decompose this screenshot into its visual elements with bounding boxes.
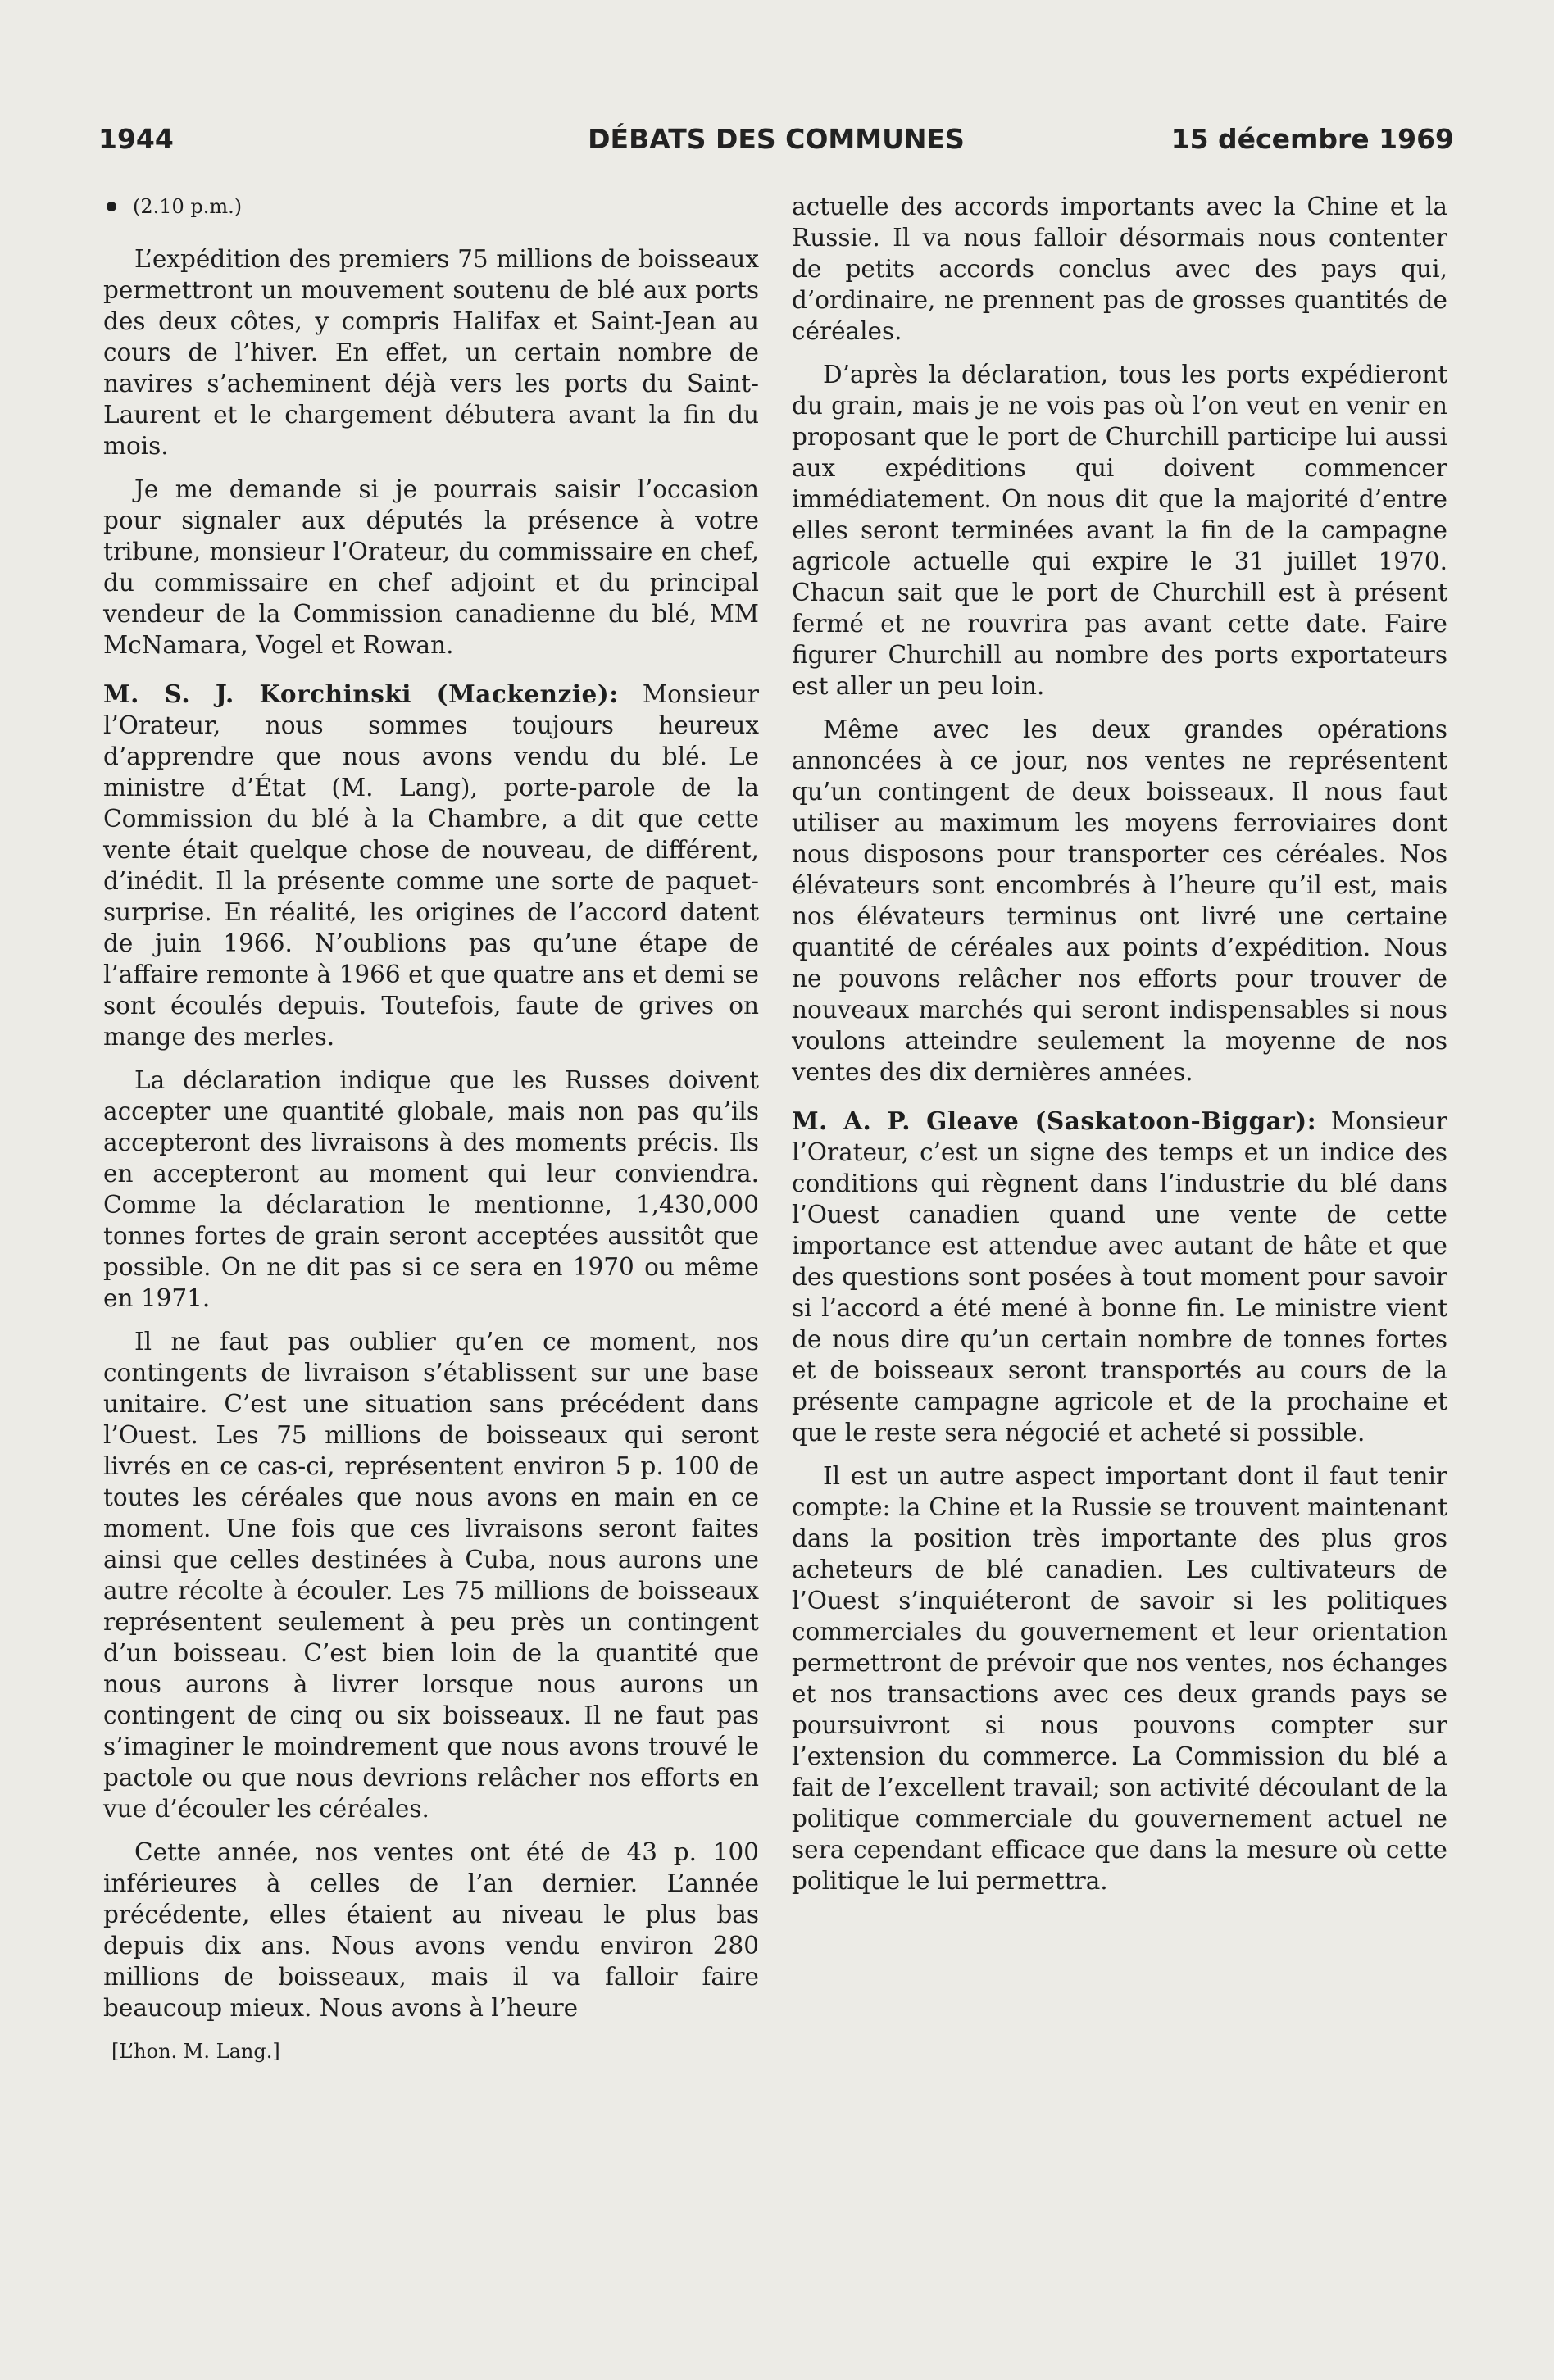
page-header xyxy=(98,123,1454,164)
speech-text: Monsieur l’Orateur, nous sommes toujours heureux d’apprendre que nous avons vendu du blé. Le ministre d’État (M. Lang), porte-parole de la Commission du blé à la Chambre, a dit que cette vente était quelque chose de nouveau, de différent, d’inédit. Il la présente comme une sorte de paquet-surprise. En réalité, les origines de l’accord datent de juin 1966. N’oublions pas qu’une étape de l’affaire remonte à 1966 et que quatre ans et demi se sont écoulés depuis. Toutefois, faute de grives on mange des merles. xyxy=(103,680,759,1051)
publication-title: DÉBATS DES COMMUNES xyxy=(588,123,965,155)
speech-paragraph xyxy=(792,1106,1447,1448)
attribution-note: [L’hon. M. Lang.] xyxy=(111,2040,280,2063)
paragraph: Cette année, nos ventes ont été de 43 p. 100 inférieures à celles de l’an dernier. L’année précédente, elles étaient au niveau le plus bas depuis dix ans. Nous avons vendu environ 280 millions de boisseaux, mais il va falloir faire beaucoup mieux. Nous avons à l’heure xyxy=(103,1838,759,2022)
paragraph: Je me demande si je pourrais saisir l’occasion pour signaler aux députés la présence à votre tribune, monsieur l’Orateur, du commissaire en chef, du commissaire en chef adjoint et du principal vendeur de la Commission canadienne du blé, MM McNamara, Vogel et Rowan. xyxy=(103,475,759,659)
paragraph: Il ne faut pas oublier qu’en ce moment, nos contingents de livraison s’établissent sur une base unitaire. C’est une situation sans précédent dans l’Ouest. Les 75 millions de boisseaux qui seront livrés en ce cas-ci, représentent environ 5 p. 100 de toutes les céréales que nous avons en main en ce moment. Une fois que ces livraisons seront faites ainsi que celles destinées à Cuba, nous aurons une autre récolte à écouler. Les 75 millions de boisseaux représentent seulement à peu près un contingent d’un boisseau. C’est bien loin de la quantité que nous aurons à livrer lorsque nous aurons un contingent de cinq ou six boisseaux. Il ne faut pas s’imaginer le moindrement que nous avons trouvé le pactole ou que nous devrions relâcher nos efforts en vue d’écouler les céréales. xyxy=(103,1328,759,1823)
header-date: 15 décembre 1969 xyxy=(1170,123,1454,155)
speech-text: Monsieur l’Orateur, c’est un signe des temps et un indice des conditions qui règnent dans l’industrie du blé dans l’Ouest canadien quand une vente de cette importance est attendue avec autant de hâte et que des questions sont posées à tout moment pour savoir si l’accord a été mené à bonne fin. Le ministre vient de nous dire qu’un certain nombre de tonnes fortes et de boisseaux seront transportés au cours de la présente campagne agricole et de la prochaine et que le reste sera négocié et acheté si possible. xyxy=(792,1107,1447,1447)
timestamp-line xyxy=(103,191,759,222)
paragraph-continued: actuelle des accords importants avec la Chine et la Russie. Il va nous falloir désormais nous contenter de petits accords conclus avec des pays qui, d’ordinaire, ne prennent pas de grosses quantités de céréales. xyxy=(792,193,1447,345)
paragraph: La déclaration indique que les Russes doivent accepter une quantité globale, mais non pas qu’ils accepteront des livraisons à des moments précis. Ils en accepteront au moment qui leur conviendra. Comme la déclaration le mentionne, 1,430,000 tonnes fortes de grain seront acceptées aussitôt que possible. On ne dit pas si ce sera en 1970 ou même en 1971. xyxy=(103,1066,759,1312)
bullet-icon xyxy=(107,202,116,211)
speaker-name: M. A. P. Gleave (Saskatoon-Biggar): xyxy=(792,1106,1317,1135)
right-column xyxy=(792,191,1447,1909)
paragraph: L’expédition des premiers 75 millions de boisseaux permettront un mouvement soutenu de blé aux ports des deux côtes, y compris Halifax et Saint-Jean au cours de l’hiver. En effet, un certain nombre de navires s’acheminent déjà vers les ports du Saint-Laurent et le chargement débutera avant la fin du mois. xyxy=(103,245,759,460)
timestamp: (2.10 p.m.) xyxy=(133,195,243,218)
paragraph: Même avec les deux grandes opérations annoncées à ce jour, nos ventes ne représentent qu’un contingent de deux boisseaux. Il nous faut utiliser au maximum les moyens ferroviaires dont nous disposons pour transporter ces céréales. Nos élévateurs sont encombrés à l’heure qu’il est, mais nos élévateurs terminus ont livré une certaine quantité de céréales aux points d’expédition. Nous ne pouvons relâcher nos efforts pour trouver de nouveaux marchés qui seront indispensables si nous voulons atteindre seulement la moyenne de nos ventes des dix dernières années. xyxy=(792,715,1447,1086)
paragraph: D’après la déclaration, tous les ports expédieront du grain, mais je ne vois pas où l’on veut en venir en proposant que le port de Churchill participe lui aussi aux expéditions qui doivent commencer immédiatement. On nous dit que la majorité d’entre elles seront terminées avant la fin de la campagne agricole actuelle qui expire le 31 juillet 1970. Chacun sait que le port de Churchill est à présent fermé et ne rouvrira pas avant cette date. Faire figurer Churchill au nombre des ports exportateurs est aller un peu loin. xyxy=(792,361,1447,700)
speaker-name: M. S. J. Korchinski (Mackenzie): xyxy=(103,679,619,708)
speech-paragraph xyxy=(103,679,759,1052)
paragraph: Il est un autre aspect important dont il faut tenir compte: la Chine et la Russie se trouvent maintenant dans la position très importante des plus gros acheteurs de blé canadien. Les cultivateurs de l’Ouest s’inquiéteront de savoir si les politiques commerciales du gouvernement et leur orientation permettront de prévoir que nos ventes, nos échanges et nos transactions avec ces deux grands pays se poursuivront si nous pouvons compter sur l’extension du commerce. La Commission du blé a fait de l’excellent travail; son activité découlant de la politique commerciale du gouvernement actuel ne sera cependant efficace que dans la mesure où cette politique le lui permettra. xyxy=(792,1462,1447,1895)
page-number: 1944 xyxy=(98,123,174,155)
left-column xyxy=(103,191,759,2079)
